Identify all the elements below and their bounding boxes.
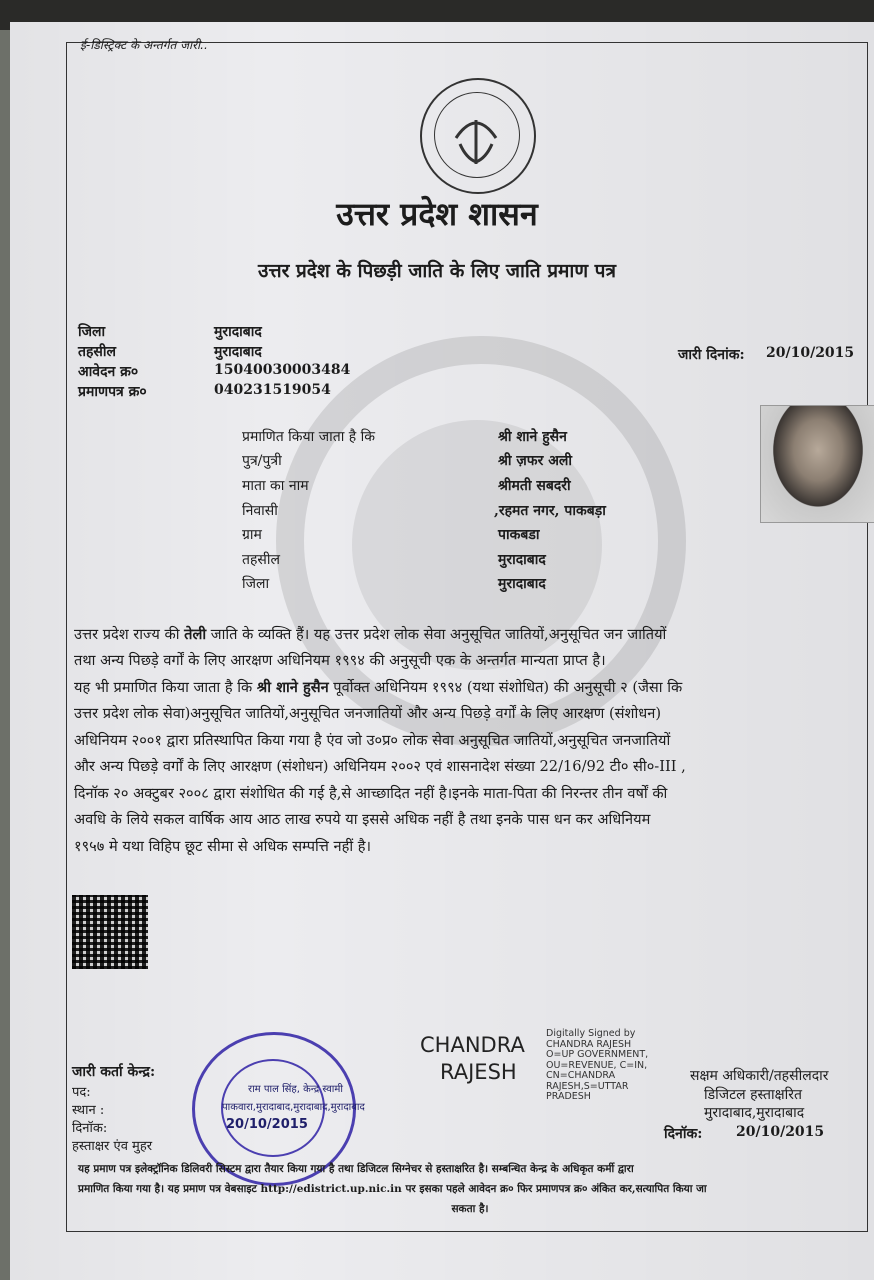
signature-seal-label: हस्ताक्षर एंव मुहर [72, 1139, 153, 1154]
caste-name: तेली [184, 626, 207, 643]
edistrict-note: ई-डिस्ट्रिक्ट के अन्तर्गत जारी.. [80, 38, 208, 52]
applicant-photo [760, 405, 874, 523]
issue-date-label: जारी दिनांक: [678, 347, 745, 363]
body-line-7: दिनॉक २० अक्टुबर २००८ द्वारा संशोधित की गई है,से आच्छादित नहीं है।इनके माता-पिता की निरन्तर तीन वर्षों की [74, 785, 668, 802]
issue-date: 20/10/2015 [766, 345, 855, 361]
body-line-2: तथा अन्य पिछड़े वर्गों के लिए आरक्षण अधिनियम १९९४ की अनुसूची एक के अन्तर्गत मान्यता प्राप्त है। [74, 652, 606, 669]
parent-name: श्री ज़फर अली [498, 453, 573, 469]
issuing-center-label: जारी कर्ता केन्द्र: [72, 1064, 156, 1080]
government-title: उत्तर प्रदेश शासन [336, 195, 538, 233]
place-label: स्थान : [72, 1103, 105, 1118]
officer-designation: सक्षम अधिकारी/तहसीलदार [690, 1068, 829, 1084]
stamp-place: पाकवारा,मुरादाबाद,मुरादाबाद,मुरादाबाद [222, 1102, 365, 1113]
tehsil-label: तहसील [78, 344, 116, 360]
applicant-name-inline: श्री शाने हुसैन [256, 679, 329, 696]
footer-note-line-3: सकता है। [451, 1203, 489, 1215]
stamp-date: 20/10/2015 [226, 1117, 308, 1132]
application-number-label: आवेदन क्र० [78, 364, 139, 380]
body-line-5: अधिनियम २००१ द्वारा प्रतिस्थापित किया गया है एंव जो उ०प्र० लोक सेवा अनुसूचित जातियों,अनुसूचित जनजातियों [74, 732, 671, 749]
qr-code [72, 895, 148, 969]
officer-date-label: दिनॉक: [664, 1126, 703, 1142]
mother-name: श्रीमती सबदरी [498, 478, 571, 494]
detail-label: निवासी [242, 503, 278, 519]
body-text: उत्तर प्रदेश राज्य की [74, 626, 185, 643]
village: पाकबडा [498, 527, 540, 543]
tehsil-detail: मुरादाबाद [498, 552, 546, 568]
body-line-9: १९५७ मे यथा विहिप छूट सीमा से अधिक सम्पत्ति नहीं है। [74, 838, 372, 855]
digitally-signed-label: डिजिटल हस्ताक्षरित [704, 1087, 802, 1103]
applicant-name: श्री शाने हुसैन [498, 429, 567, 445]
stamp-operator-name: राम पाल सिंह, केन्द्र स्वामी [248, 1084, 343, 1095]
detail-label: प्रमाणित किया जाता है कि [242, 429, 376, 445]
body-line-3 [74, 675, 874, 702]
signer-name-line-1: CHANDRA [420, 1033, 525, 1057]
footer-note-line-1: यह प्रमाण पत्र इलेक्ट्रॉनिक डिलिवरी सिस्टम द्वारा तैयार किया गया है तथा डिजिटल सिग्नेचर से हस्ताक्षरित है। सम्बन्धित केन्द्र के अधिकृत कर्मी द्वारा [78, 1163, 634, 1175]
post-label: पद: [72, 1085, 91, 1100]
certificate-title: उत्तर प्रदेश के पिछड़ी जाति के लिए जाति प्रमाण पत्र [258, 260, 616, 282]
detail-label: ग्राम [242, 527, 262, 543]
footer-note-line-2: प्रमाणित किया गया है। यह प्रमाण पत्र वेबसाइट http://edistrict.up.nic.in पर इसका पहले आवेदन क्र० फिर प्रमाणपत्र क्र० अंकित कर,सत्यापित किया जा [78, 1183, 707, 1195]
detail-label: माता का नाम [242, 478, 309, 494]
signer-name-line-2: RAJESH [440, 1060, 517, 1084]
district-detail: मुरादाबाद [498, 576, 546, 592]
residence: ,रहमत नगर, पाकबड़ा [494, 503, 606, 519]
officer-location: मुरादाबाद,मुरादाबाद [704, 1105, 805, 1121]
up-government-emblem [420, 78, 536, 194]
emblem-fish-bow-icon [420, 78, 532, 190]
district-value: मुरादाबाद [214, 324, 262, 340]
body-line-1 [74, 622, 874, 649]
body-text: पूर्वोक्त अधिनियम १९९४ (यथा संशोधित) की अनुसूची २ (जैसा कि [328, 679, 683, 696]
certificate-number: 040231519054 [214, 382, 331, 398]
officer-date: 20/10/2015 [736, 1124, 825, 1140]
detail-label: तहसील [242, 552, 280, 568]
certificate-number-label: प्रमाणपत्र क्र० [78, 384, 147, 400]
detail-label: जिला [242, 576, 270, 592]
district-label: जिला [78, 324, 106, 340]
body-text: जाति के व्यक्ति हैं। यह उत्तर प्रदेश लोक सेवा अनुसूचित जातियों,अनुसूचित जन जातियों [206, 626, 667, 643]
body-line-6: और अन्य पिछड़े वर्गों के लिए आरक्षण (संशोधन) अधिनियम २००२ एवं शासनादेश संख्या 22/16/92 टी० सी०-III , [74, 758, 686, 775]
tehsil-value: मुरादाबाद [214, 344, 262, 360]
body-text: यह भी प्रमाणित किया जाता है कि [74, 679, 257, 696]
detail-label: पुत्र/पुत्री [242, 453, 282, 469]
digital-signature-details: Digitally Signed by CHANDRA RAJESH O=UP GOVERNMENT, OU=REVENUE, C=IN, CN=CHANDRA RAJESH,S=UTTAR PRADESH [546, 1028, 649, 1102]
body-line-4: उत्तर प्रदेश लोक सेवा)अनुसूचित जातियों,अनुसूचित जनजातियों और अन्य पिछड़े वर्गों के लिए आरक्षण (संशोधन) [74, 705, 662, 722]
body-line-8: अवधि के लिये सकल वार्षिक आय आठ लाख रुपये या इससे अधिक नहीं है तथा इनके पास धन कर अधिनियम [74, 811, 651, 828]
application-number: 15040030003484 [214, 362, 351, 378]
date-label: दिनॉक: [72, 1121, 108, 1136]
